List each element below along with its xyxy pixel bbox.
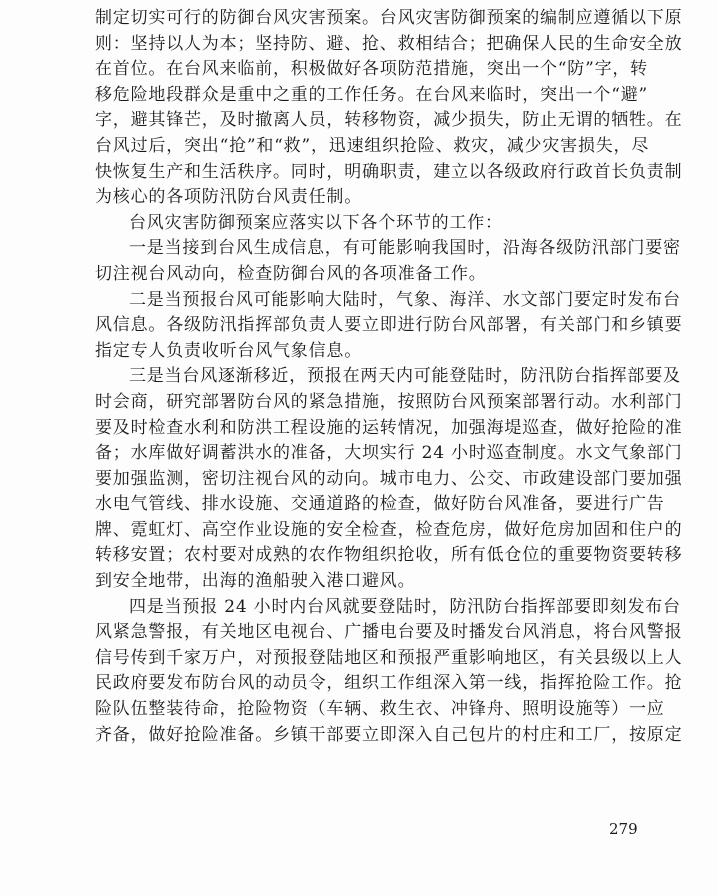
text-line: 为核心的各项防汛防台风责任制。: [95, 187, 362, 208]
text-line: 则：坚持以人为本；坚持防、避、抢、救相结合；把确保人民的生命安全放: [95, 33, 683, 54]
text-line: 切注视台风动向，检查防御台风的各项准备工作。: [95, 263, 487, 284]
text-line: 转移安置；农村要对成熟的农作物组织抢收，所有低仓位的重要物资要转移: [95, 545, 683, 566]
text-line: 到安全地带，出海的渔船驶入港口避风。: [95, 571, 416, 592]
text-line: 风紧急警报，有关地区电视台、广播电台要及时播发台风消息，将台风警报: [95, 622, 683, 643]
text-line: 在首位。在台风来临前，积极做好各项防范措施，突出一个“防”字，转: [95, 59, 648, 80]
text-line: 备；水库做好调蓄洪水的准备，大坝实行 24 小时巡查制度。水文气象部门: [95, 443, 683, 464]
text-line: 快恢复生产和生活秩序。同时，明确职责，建立以各级政府行政首长负责制: [95, 161, 683, 182]
text-line: 要及时检查水利和防洪工程设施的运转情况，加强海堤巡查，做好抢险的准: [95, 417, 683, 438]
text-line: 台风过后，突出“抢”和“救”，迅速组织抢险、救灾，减少灾害损失，尽: [95, 135, 650, 156]
body-text: [95, 6, 683, 748]
text-line: 牌、霓虹灯、高空作业设施的安全检查，检查危房，做好危房加固和住户的: [95, 519, 683, 540]
text-line: 指定专人负责收听台风气象信息。: [95, 340, 362, 361]
text-line: 三是当台风逐渐移近，预报在两天内可能登陆时，防汛防台指挥部要及: [129, 366, 681, 387]
text-line: 要加强监测，密切注视台风的动向。城市电力、公交、市政建设部门要加强: [95, 468, 683, 489]
text-line: 字，避其锋芒，及时撤离人员，转移物资，减少损失，防止无谓的牺牲。在: [95, 110, 683, 131]
text-line: 四是当预报 24 小时内台风就要登陆时，防汛防台指挥部要即刻发布台: [129, 596, 681, 617]
text-line: 齐备，做好抢险准备。乡镇干部要立即深入自己包片的村庄和工厂，按原定: [95, 724, 683, 745]
text-line: 二是当预报台风可能影响大陆时，气象、海洋、水文部门要定时发布台: [129, 289, 681, 310]
text-line: 风信息。各级防汛指挥部负责人要立即进行防台风部署，有关部门和乡镇要: [95, 315, 683, 336]
text-line: 水电气管线、排水设施、交通道路的检查，做好防台风准备，要进行广告: [95, 494, 665, 515]
text-line: 民政府要发布防台风的动员令，组织工作组深入第一线，指挥抢险工作。抢: [95, 673, 683, 694]
text-line: 台风灾害防御预案应落实以下各个环节的工作：: [129, 212, 503, 233]
text-line: 险队伍整装待命，抢险物资（车辆、救生衣、冲锋舟、照明设施等）一应: [95, 699, 665, 720]
page-number: 279: [609, 820, 638, 838]
text-line: 信号传到千家万户，对预报登陆地区和预报严重影响地区，有关县级以上人: [95, 647, 683, 668]
text-line: 时会商，研究部署防台风的紧急措施，按照防台风预案部署行动。水利部门: [95, 391, 683, 412]
text-line: 一是当接到台风生成信息，有可能影响我国时，沿海各级防汛部门要密: [129, 238, 681, 259]
text-line: 移危险地段群众是重中之重的工作任务。在台风来临时，突出一个“避”: [95, 84, 648, 105]
text-line: 制定切实可行的防御台风灾害预案。台风灾害防御预案的编制应遵循以下原: [95, 8, 683, 28]
